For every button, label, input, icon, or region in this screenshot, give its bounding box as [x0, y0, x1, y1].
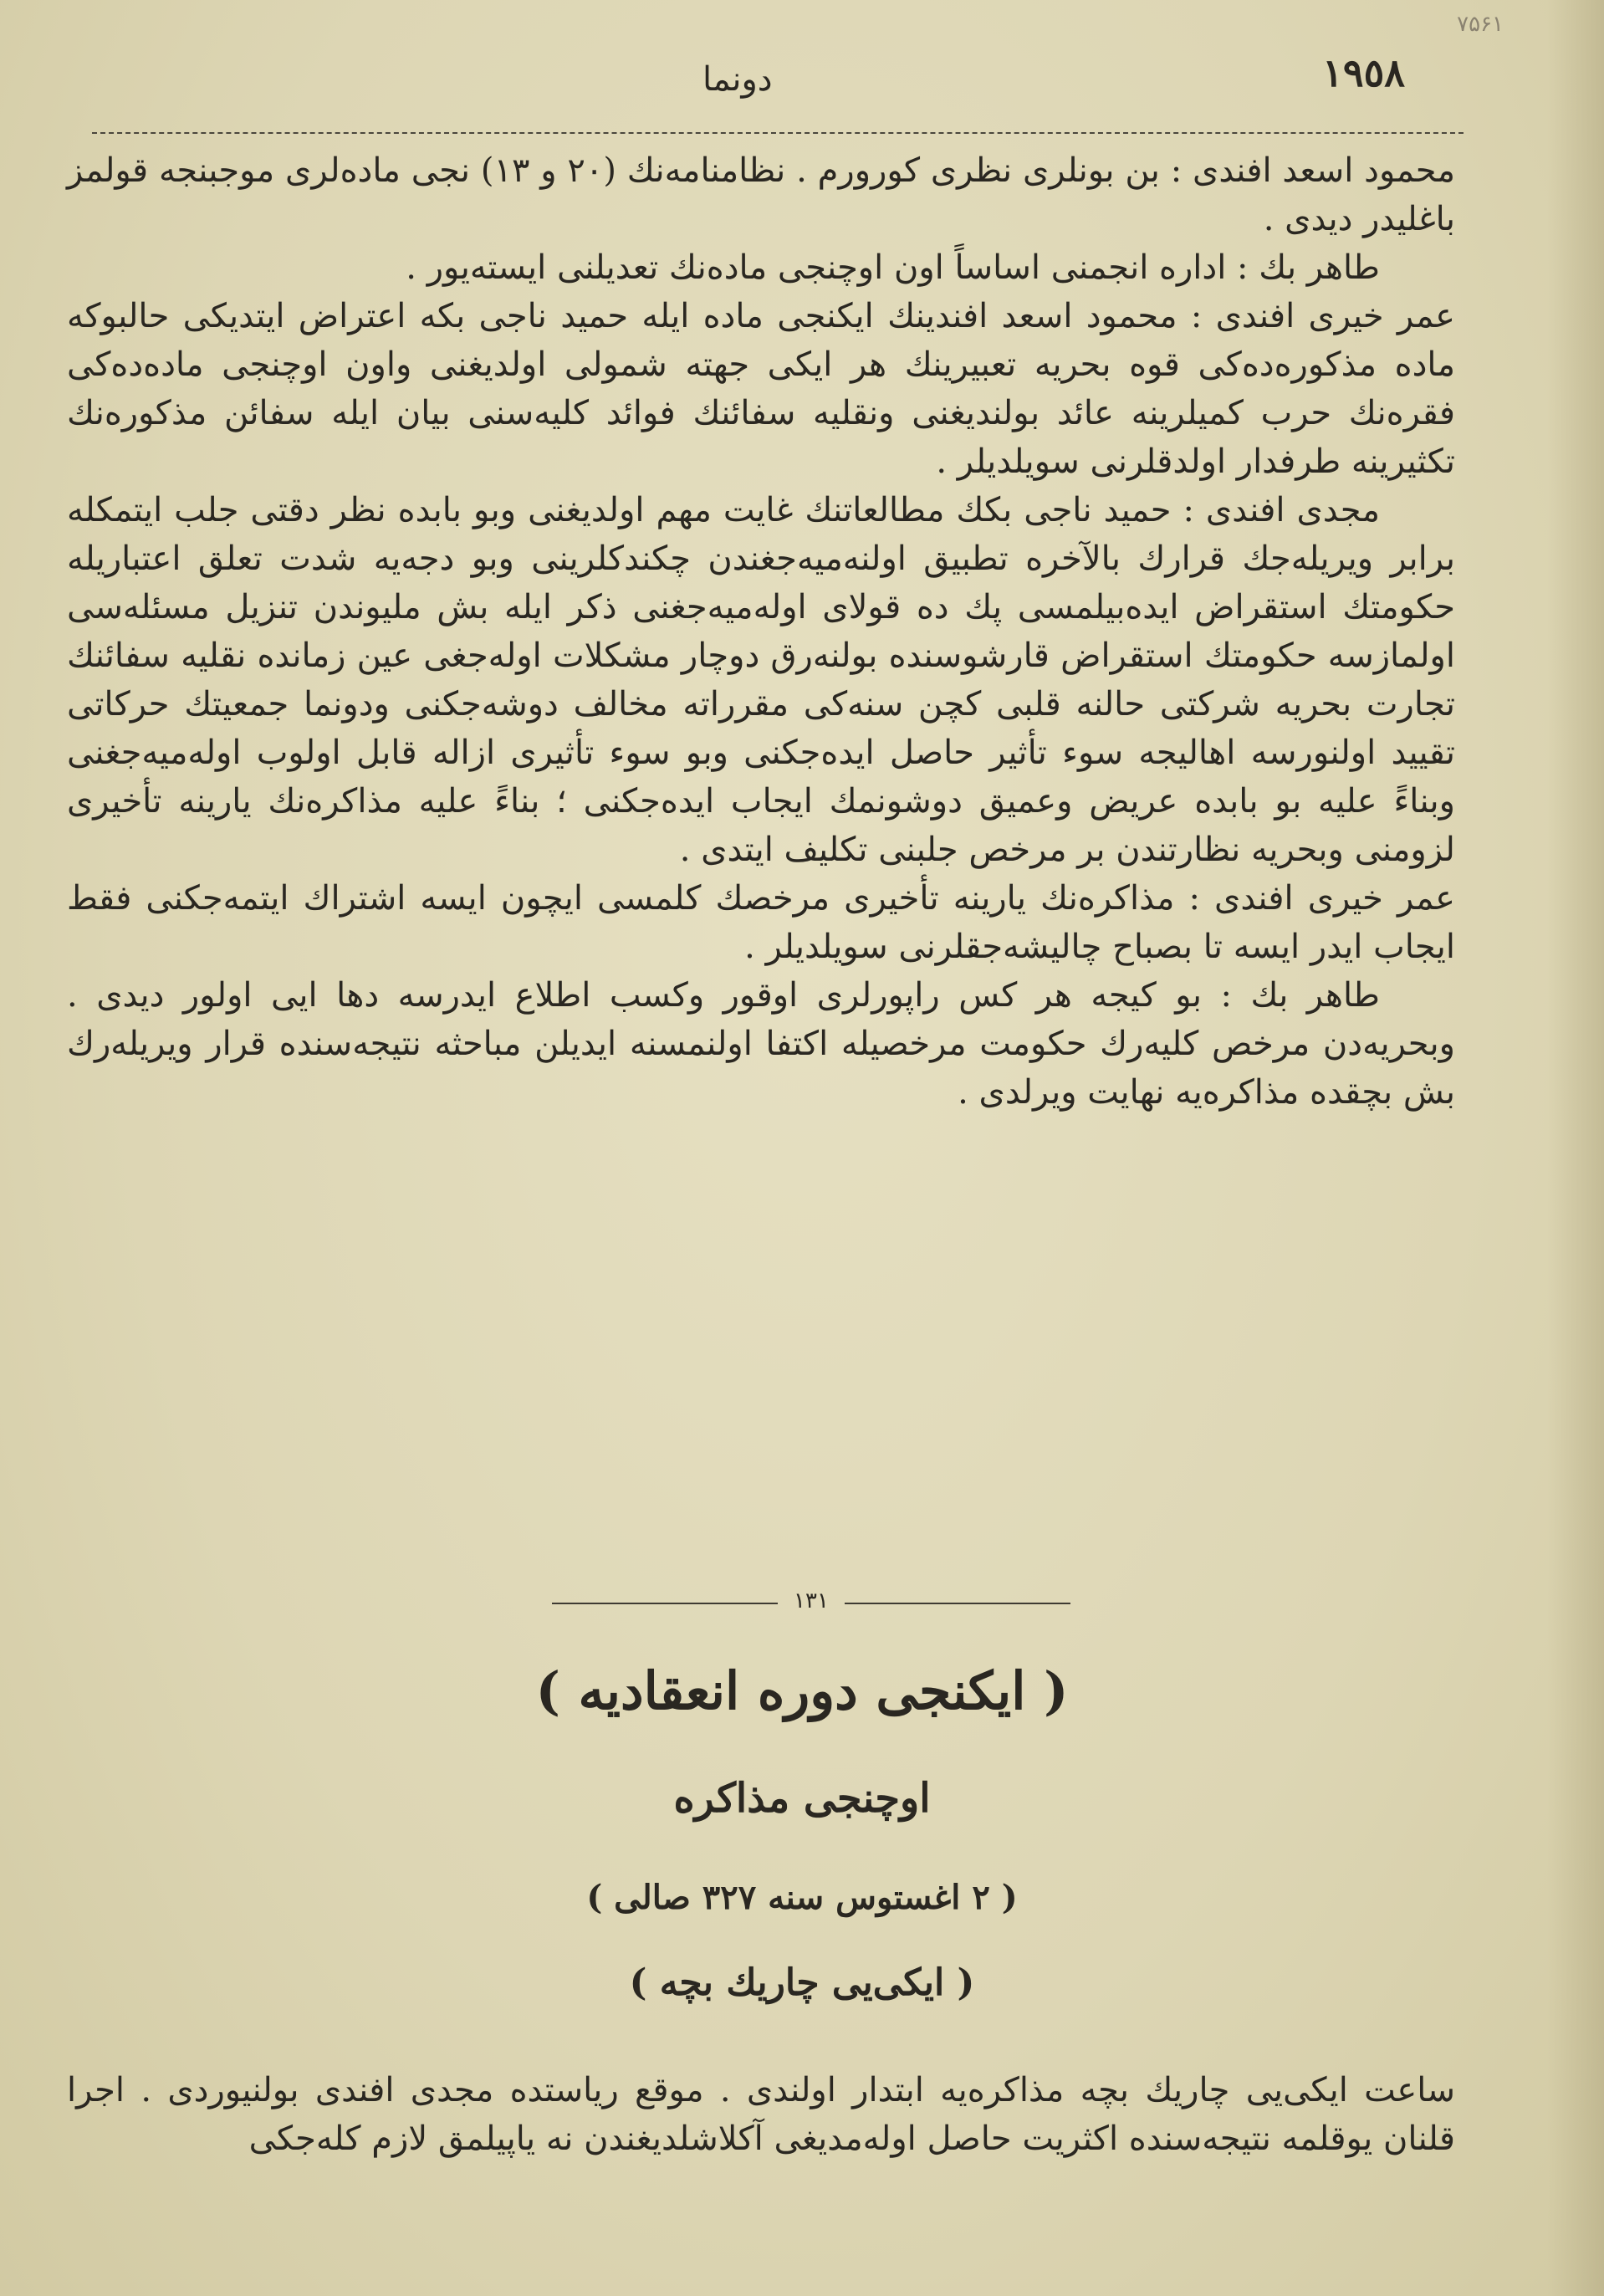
divider-line-right [845, 1603, 1070, 1604]
paragraph: طاهر بك : بو کیجه هر کس راپورلری اوقور وکسب اطلاع ایدرسه دها ایی اولور دیدی . وبحریه‌دن مرخص کلیه‌رك حکومت مرخصیله اکتفا اولنمسنه ایدیلن مباحثه نتیجه‌سنده قرار ویریله‌رك بش بچقده مذاکره‌یه نهایت ویرلدی . [67, 976, 1455, 1112]
paragraph: عمر خیری افندی : مذاکره‌نك یارینه تأخیری مرخصك کلمسی ایچون ایسه اشتراك ایتمه‌جکنی فقط ایجاب ایدر ایسه تا بصباح چالیشه‌جقلرنی سویلدیلر . [67, 879, 1455, 966]
divider-line-left [552, 1603, 778, 1604]
archive-stamp-number: ۷۵۶۱ [1457, 12, 1504, 37]
meeting-title: اوچنجی مذاکره [673, 1775, 931, 1822]
minutes-body [67, 146, 1455, 1117]
section-divider [552, 1588, 1070, 1613]
meeting-date: ( ٢ اغستوس سنه ٣٢٧ صالی ) [586, 1878, 1018, 1917]
paragraph: محمود اسعد افندی : بن بونلری نظری کورورم . نظامنامه‌نك (٢٠ و ١٣) نجی ماده‌لری موجبنجه قولمز باغلیدر دیدی . [67, 151, 1455, 238]
opening-paragraph: ساعت ایکی‌یی چاریك بچه مذاکره‌یه ابتدار اولندی . موقع ریاستده مجدی افندی بولنیوردی . اجرا قلنان یوقلمه نتیجه‌سنده اکثریت حاصل اوله‌مدیغی آکلاشلدیغندن نه یاپیلمق لازم کله‌جکی [67, 2071, 1455, 2158]
paragraph: طاهر بك : اداره انجمنی اساساً اون اوچنجی ماده‌نك تعدیلنی ایسته‌یور . [406, 248, 1380, 287]
divider-ornament-icon: ١٣١ [794, 1588, 829, 1613]
paragraph: مجدی افندی : حمید ناجی بکك مطالعاتنك غایت مهم اولدیغنی وبو بابده نظر دقتی جلب ایتمکله برابر ویریله‌جك قرارك بالآخره تطبیق اولنه‌میه‌جغندن چکندکلرینی وبو دجه‌یه شدت تعلق اعتباریله حکومتك استقراض ایده‌بیلمسی پك ده قولای اوله‌میه‌جغنی ذکر ایله بش ملیوندن تنزیل مسئله‌سی اولمازسه حکومتك استقراض قارشوسنده بولنه‌رق دوچار مشکلات اوله‌جغی عین زمانده نقلیه سفائنك تجارت بحریه شرکتی حالنه قلبی کچن سنه‌کی مقرراته مخالف دوشه‌جکنی ودونما جمعیتك حرکاتی تقیید اولنورسه اهالیجه سوء تأثیر حاصل ایده‌جکنی وبو سوء تأثیری ازاله قابل اولوب اوله‌میه‌جغنی وبناءً علیه بو بابده عریض وعمیق دوشونمك ایجاب ایده‌جکنی ؛ بناءً علیه مذاکره‌نك یارینه تأخیری لزومنی وبحریه نظارتندن بر مرخص جلبنی تکلیف ایتدی . [67, 491, 1455, 869]
page-edge-shadow [1547, 0, 1604, 2296]
session-title: ( ایکنجی دوره انعقادیه ) [535, 1660, 1069, 1721]
running-title: دونما [702, 60, 773, 99]
meeting-time: ( ایکی‌یی چاریك بچه ) [629, 1961, 975, 2004]
header-rule [92, 132, 1464, 134]
page-number: ١٩٥٨ [1322, 50, 1405, 95]
page-header [67, 50, 1405, 117]
paragraph: عمر خیری افندی : محمود اسعد افندینك ایکنجی ماده ایله حمید ناجی بکه اعتراض ایتدیکی حالبوکه ماده مذکوره‌ده‌کی قوه بحریه تعبیرینك هر ایکی جهته شمولی اولدیغنی واون اوچنجی ماده‌ده‌کی فقره‌نك حرب کمیلرینه عائد بولندیغنی ونقلیه سفائنك فوائد کلیه‌سنی بیان ایله سفائن مذکوره‌نك تکثیرینه طرفدار اولدقلرنی سویلدیلر . [67, 297, 1455, 481]
